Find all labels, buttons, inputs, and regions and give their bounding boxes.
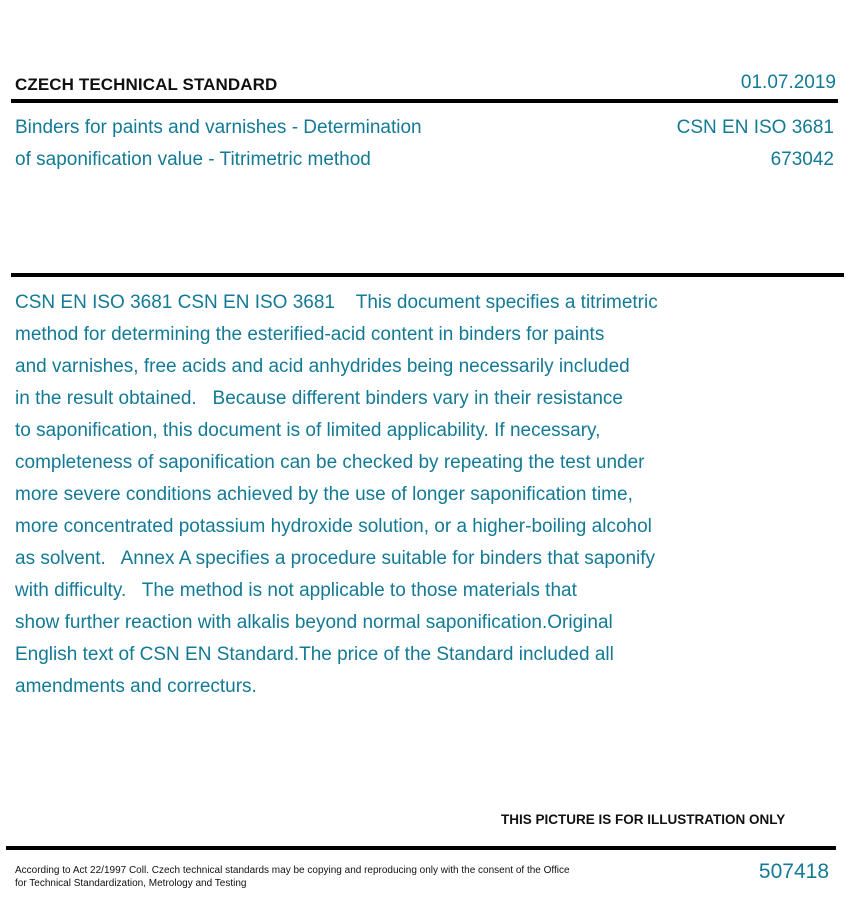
abstract-line: to saponification, this document is of limited applicability. If necessary, <box>15 420 601 441</box>
standard-title-line-1: Binders for paints and varnishes - Determination <box>15 117 422 138</box>
abstract-line: more severe conditions achieved by the use of longer saponification time, <box>15 484 633 505</box>
standard-code: CSN EN ISO 3681 <box>676 117 834 138</box>
abstract-line: English text of CSN EN Standard.The price of the Standard included all <box>15 644 614 665</box>
abstract-line: as solvent. Annex A specifies a procedure suitable for binders that saponify <box>15 548 656 569</box>
publication-date: 01.07.2019 <box>740 72 836 93</box>
footer-divider <box>6 846 836 850</box>
standard-class-number: 673042 <box>770 149 834 170</box>
title-divider <box>11 273 844 277</box>
catalog-number: 507418 <box>758 860 829 883</box>
illustration-notice: THIS PICTURE IS FOR ILLUSTRATION ONLY <box>501 812 786 827</box>
legal-line: According to Act 22/1997 Coll. Czech technical standards may be copying and reproducing only with the consent of the Office <box>15 865 570 876</box>
abstract-line: and varnishes, free acids and acid anhydrides being necessarily included <box>15 356 630 377</box>
abstract-text <box>15 287 765 703</box>
abstract-line: more concentrated potassium hydroxide solution, or a higher-boiling alcohol <box>15 516 652 537</box>
abstract-line: amendments and correcturs. <box>15 676 257 697</box>
legal-line: for Technical Standardization, Metrology and Testing <box>15 878 247 889</box>
legal-notice <box>15 864 570 890</box>
abstract-line: show further reaction with alkalis beyond normal saponification.Original <box>15 612 613 633</box>
abstract-line: with difficulty. The method is not applicable to those materials that <box>15 580 577 601</box>
abstract-line: method for determining the esterified-acid content in binders for paints <box>15 324 605 345</box>
abstract-line: CSN EN ISO 3681 CSN EN ISO 3681 This document specifies a titrimetric <box>15 292 658 313</box>
abstract-line: completeness of saponification can be checked by repeating the test under <box>15 452 645 473</box>
header-divider <box>11 99 838 103</box>
standard-title-line-2: of saponification value - Titrimetric method <box>15 149 371 170</box>
document-type-label: CZECH TECHNICAL STANDARD <box>15 75 278 94</box>
abstract-line: in the result obtained. Because different binders vary in their resistance <box>15 388 623 409</box>
